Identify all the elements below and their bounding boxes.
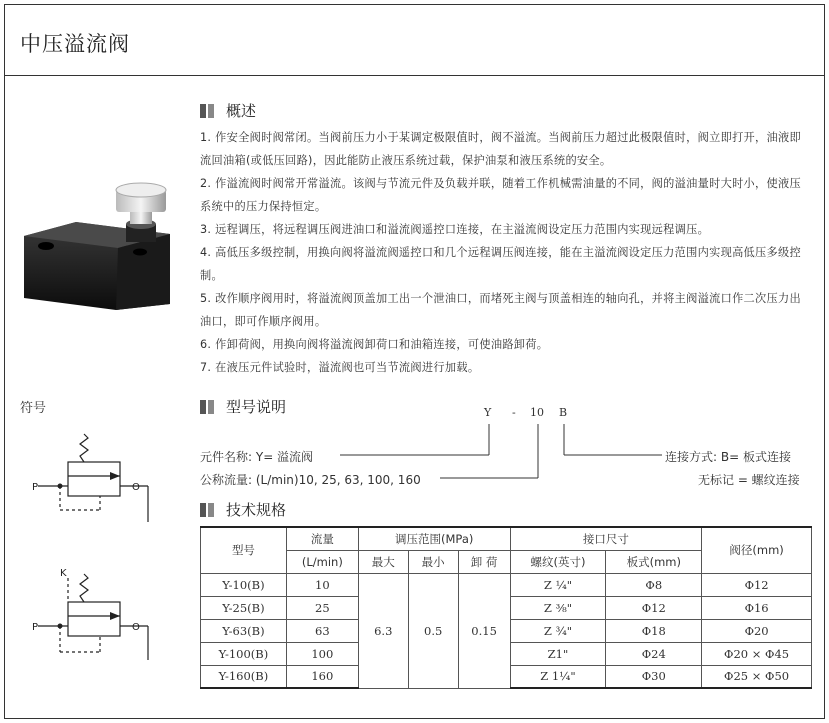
col-max: 最大 xyxy=(358,550,408,573)
cell-bore: Φ12 xyxy=(702,573,812,596)
port-k-label: K xyxy=(60,568,67,579)
col-model: 型号 xyxy=(201,527,287,573)
cell-max: 6.3 xyxy=(358,573,408,688)
col-pressure: 调压范围(MPa) xyxy=(358,527,510,550)
model-flow-text: 公称流量: (L/min)10, 25, 63, 100, 160 xyxy=(200,473,421,487)
port-p-label: P xyxy=(32,622,39,633)
relief-valve-symbol xyxy=(20,430,180,530)
cell-plate: Φ24 xyxy=(606,642,702,665)
section-marker-icon xyxy=(200,503,214,517)
cell-model: Y-100(B) xyxy=(201,642,287,665)
port-o-label: O xyxy=(132,622,140,633)
port-o-label: O xyxy=(132,482,140,493)
model-conn-text: 连接方式: B= 板式连接 xyxy=(665,450,791,464)
col-unload: 卸 荷 xyxy=(458,550,510,573)
cell-plate: Φ12 xyxy=(606,596,702,619)
cell-flow: 25 xyxy=(286,596,358,619)
cell-thread: Z 1¼" xyxy=(510,665,606,688)
model-name-text: 元件名称: Y= 溢流阀 xyxy=(200,450,314,464)
cell-thread: Z ⅜" xyxy=(510,596,606,619)
cell-bore: Φ20 xyxy=(702,619,812,642)
overview-item: 7. 在液压元件试验时，溢流阀也可当节流阀进行加载。 xyxy=(200,361,480,374)
overview-item: 3. 远程调压，将远程调压阀进油口和溢流阀遥控口连接，在主溢流阀设定压力范围内实现远程调压。 xyxy=(200,223,710,236)
cell-flow: 10 xyxy=(286,573,358,596)
cell-flow: 160 xyxy=(286,665,358,688)
overview-item: 2. 作溢流阀时阀常开常溢流。该阀与节流元件及负载并联，随着工作机械需油量的不同，阀的溢油量时大时小，使液压系统中的压力保持恒定。 xyxy=(200,177,801,213)
cell-bore: Φ16 xyxy=(702,596,812,619)
col-flow-unit: (L/min) xyxy=(286,550,358,573)
cell-min: 0.5 xyxy=(408,573,458,688)
model-nomark-text: 无标记 = 螺纹连接 xyxy=(698,473,800,487)
section-marker-icon xyxy=(200,104,214,118)
cell-flow: 63 xyxy=(286,619,358,642)
cell-plate: Φ8 xyxy=(606,573,702,596)
col-bore: 阀径(mm) xyxy=(702,527,812,573)
col-plate: 板式(mm) xyxy=(606,550,702,573)
overview-item: 4. 高低压多级控制，用换向阀将溢流阀遥控口和几个远程调压阀连接，能在主溢流阀设定压力范围内实现高低压多级控制。 xyxy=(200,246,801,282)
spec-table xyxy=(200,526,812,689)
table-row xyxy=(201,573,812,596)
col-flow: 流量 xyxy=(286,527,358,550)
page-header xyxy=(4,4,825,76)
cell-bore: Φ20 × Φ45 xyxy=(702,642,812,665)
page-title: 中压溢流阀 xyxy=(20,32,130,56)
cell-plate: Φ30 xyxy=(606,665,702,688)
port-p-label: P xyxy=(32,482,39,493)
code-b: B xyxy=(559,406,568,419)
cell-flow: 100 xyxy=(286,642,358,665)
cell-model: Y-10(B) xyxy=(201,573,287,596)
overview-text xyxy=(200,126,812,379)
overview-item: 1. 作安全阀时阀常闭。当阀前压力小于某调定极限值时，阀不溢流。当阀前压力超过此极限值时，阀立即打开，油液即流回油箱(或低压回路)，因此能防止液压系统过载，保护油泵和液压系统的安全。 xyxy=(200,131,801,167)
cell-plate: Φ18 xyxy=(606,619,702,642)
cell-model: Y-63(B) xyxy=(201,619,287,642)
cell-thread: Z1" xyxy=(510,642,606,665)
remote-relief-valve-symbol xyxy=(20,560,180,670)
col-port: 接口尺寸 xyxy=(510,527,702,550)
col-min: 最小 xyxy=(408,550,458,573)
cell-model: Y-25(B) xyxy=(201,596,287,619)
spec-heading: 技术规格 xyxy=(200,499,286,520)
code-dash: - xyxy=(512,406,516,419)
overview-heading: 概述 xyxy=(200,100,256,121)
symbol-label: 符号 xyxy=(20,401,47,416)
cell-thread: Z ¾" xyxy=(510,619,606,642)
model-heading: 型号说明 xyxy=(200,396,286,417)
cell-unload: 0.15 xyxy=(458,573,510,688)
overview-item: 5. 改作顺序阀用时，将溢流阀顶盖加工出一个泄油口，而堵死主阀与顶盖相连的轴向孔，并将主阀溢流口作二次压力出油口，即可作顺序阀用。 xyxy=(200,292,801,328)
code-y: Y xyxy=(484,406,492,419)
cell-model: Y-160(B) xyxy=(201,665,287,688)
cell-bore: Φ25 × Φ50 xyxy=(702,665,812,688)
overview-item: 6. 作卸荷阀，用换向阀将溢流阀卸荷口和油箱连接，可使油路卸荷。 xyxy=(200,338,549,351)
product-image xyxy=(20,180,180,310)
cell-thread: Z ¼" xyxy=(510,573,606,596)
col-thread: 螺纹(英寸) xyxy=(510,550,606,573)
code-10: 10 xyxy=(530,406,544,419)
